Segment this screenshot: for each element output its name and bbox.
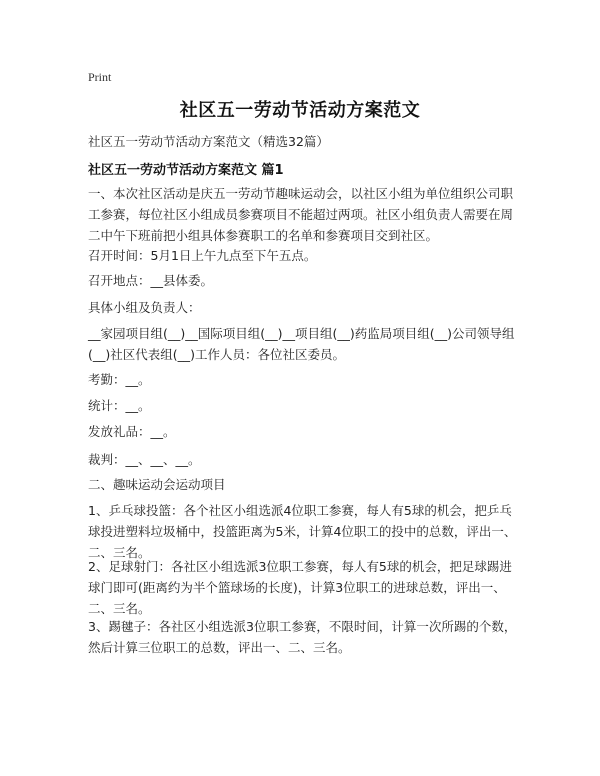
events-heading: 二、趣味运动会运动项目 xyxy=(88,477,226,492)
event-2-paragraph: 2、足球射门：各社区小组选派3位职工参赛，每人有5球的机会，把足球踢进球门即可(距离约为半个篮球场的长度)，计算3位职工的进球总数，评出一、二、三名。 xyxy=(88,559,512,616)
event-location: 召开地点：__县体委。 xyxy=(88,273,214,288)
document-subtitle: 社区五一劳动节活动方案范文（精选32篇） xyxy=(88,134,329,149)
groups-paragraph: __家园项目组(__)__国际项目组(__)__项目组(__)药监局项目组(__)公司领导组(__)社区代表组(__)工作人员：各位社区委员。 xyxy=(88,326,515,362)
section-heading: 社区五一劳动节活动方案范文 篇1 xyxy=(88,163,284,178)
event-3-paragraph: 3、踢毽子：各社区小组选派3位职工参赛，不限时间，计算一次所踢的个数，然后计算三位职工的总数，评出一、二、三名。 xyxy=(88,619,517,655)
referee-line: 裁判：__、__、__。 xyxy=(88,452,201,467)
document-title: 社区五一劳动节活动方案范文 xyxy=(179,100,421,121)
prizes-line: 发放礼品：__。 xyxy=(88,424,176,439)
attendance-line: 考勤：__。 xyxy=(88,372,151,387)
groups-label: 具体小组及负责人： xyxy=(88,300,201,315)
print-label: Print xyxy=(88,70,112,84)
statistics-line: 统计：__。 xyxy=(88,398,151,413)
event-time: 召开时间：5月1日上午九点至下午五点。 xyxy=(88,248,317,263)
intro-paragraph: 一、本次社区活动是庆五一劳动节趣味运动会，以社区小组为单位组织公司职工参赛，每位社区小组成员参赛项目不能超过两项。社区小组负责人需要在周二中午下班前把小组具体参赛职工的名单和参赛项目交到社区。 xyxy=(88,186,514,243)
event-1-paragraph: 1、乒乓球投篮：各个社区小组选派4位职工参赛，每人有5球的机会，把乒乓球投进塑料垃圾桶中，投篮距离为5米，计算4位职工的投中的总数，评出一、二、三名。 xyxy=(88,503,517,560)
